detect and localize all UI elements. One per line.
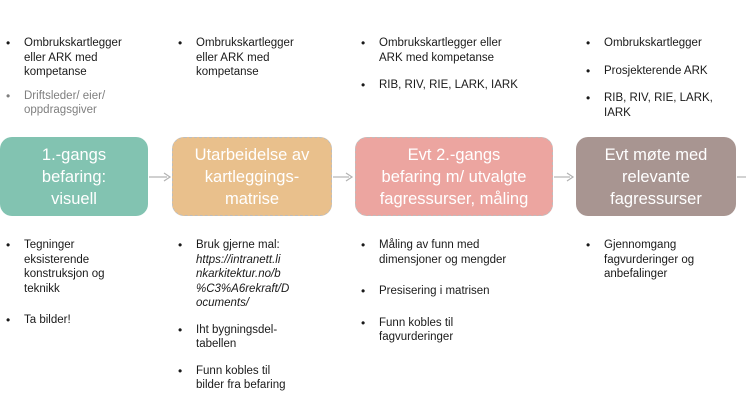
step-3-befaring-maling xyxy=(355,137,553,216)
top-item: • RIB, RIV, RIE, LARK, IARK xyxy=(582,91,742,120)
step-4-mote-fagressurser xyxy=(576,137,736,216)
step-2-kartleggingsmatrise xyxy=(172,137,332,216)
arrow-right-icon xyxy=(149,170,173,184)
template-text: Bruk gjerne mal: xyxy=(196,239,280,251)
bottom-list-4 xyxy=(582,238,742,282)
top-list-4 xyxy=(582,36,742,120)
bottom-item: • Iht bygningsdel- tabellen xyxy=(174,323,334,352)
bottom-item: • Gjennomgang fagvurderinger og anbefalinger xyxy=(582,238,742,282)
bottom-item: • Tegninger eksisterende konstruksjon og teknikk xyxy=(2,238,152,296)
bottom-item: • Funn kobles til fagvurderinger xyxy=(357,316,557,345)
bottom-list-1 xyxy=(2,238,152,328)
bottom-list-3 xyxy=(357,238,557,345)
arrow-right-icon xyxy=(333,170,355,184)
bottom-item xyxy=(174,238,334,311)
arrow-right-icon xyxy=(737,170,746,184)
top-item: • RIB, RIV, RIE, LARK, IARK xyxy=(357,78,557,93)
step-1-label: 1.-gangs befaring: visuell xyxy=(41,145,107,208)
bottom-item: • Måling av funn med dimensjoner og mengder xyxy=(357,238,557,267)
arrow-right-icon xyxy=(554,170,576,184)
step-4-label: Evt møte med relevante fagressurser xyxy=(604,145,708,208)
bottom-item: • Funn kobles til bilder fra befaring xyxy=(174,364,334,393)
top-item: • Ombrukskartlegger xyxy=(582,36,742,51)
top-item: • Ombrukskartlegger eller ARK med kompetanse xyxy=(2,36,152,80)
step-2-label: Utarbeidelse av kartleggings- matrise xyxy=(194,145,310,208)
top-list-3 xyxy=(357,36,557,93)
template-link[interactable]: https://intranett.li nkarkitektur.no/b %C3%A6rekraft/D ocuments/ xyxy=(196,253,290,309)
step-3-label: Evt 2.-gangs befaring m/ utvalgte fagressurser, måling xyxy=(379,145,529,208)
top-item: • Driftsleder/ eier/ oppdragsgiver xyxy=(2,89,152,118)
bottom-item: • Ta bilder! xyxy=(2,313,152,328)
top-list-1 xyxy=(2,36,152,118)
bottom-list-2 xyxy=(174,238,334,393)
top-item: • Ombrukskartlegger eller ARK med kompetanse xyxy=(357,36,557,65)
step-1-befaring-visuell xyxy=(0,137,148,216)
top-list-2 xyxy=(174,36,334,80)
top-item: • Ombrukskartlegger eller ARK med kompetanse xyxy=(174,36,334,80)
top-item: • Prosjekterende ARK xyxy=(582,64,742,79)
bottom-item: • Presisering i matrisen xyxy=(357,284,557,299)
